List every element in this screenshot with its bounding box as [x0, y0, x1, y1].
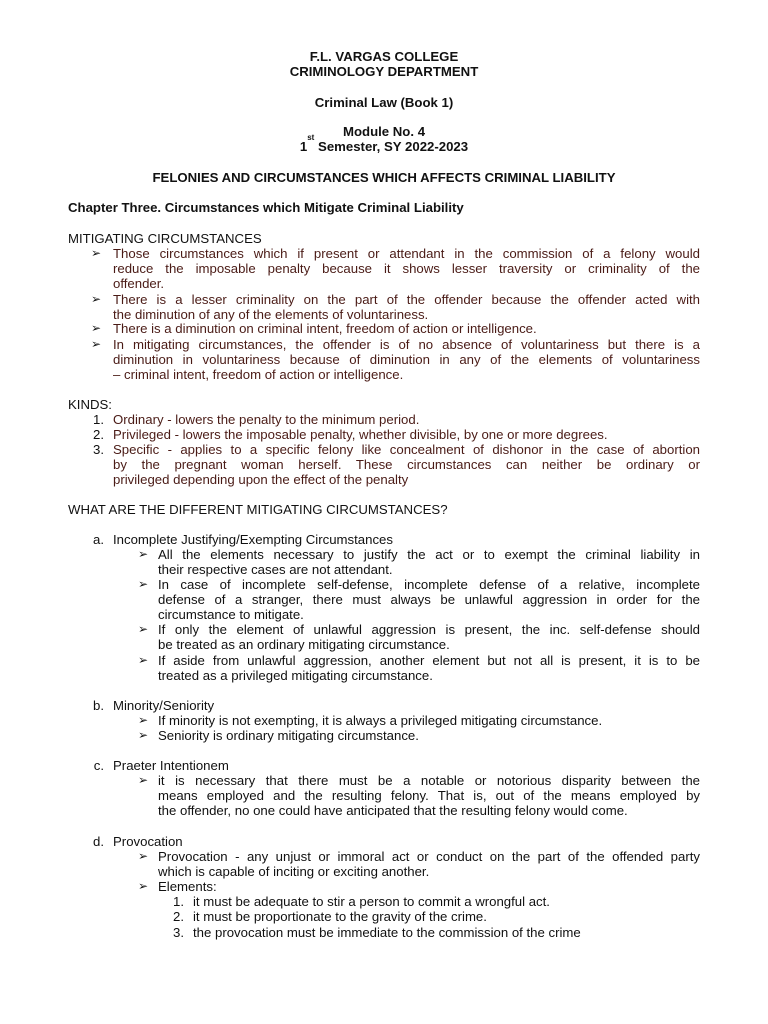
- item-c-bullet-1-line-1: it is necessary that there must be a notable or notorious disparity between the: [158, 773, 700, 788]
- course-title: Criminal Law (Book 1): [314, 95, 454, 110]
- section-heading-mitigating: MITIGATING CIRCUMSTANCES: [68, 231, 262, 246]
- element-3: the provocation must be immediate to the commission of the crime: [193, 925, 581, 940]
- item-b-title: Minority/Seniority: [113, 698, 215, 713]
- bullet-arrow-icon: ➢: [91, 321, 102, 335]
- item-d-title: Provocation: [113, 834, 183, 849]
- item-letter: c.: [93, 758, 104, 773]
- bullet-arrow-icon: ➢: [91, 246, 102, 260]
- item-a-bullet-1-line-2: their respective cases are not attendant.: [158, 562, 393, 577]
- chapter-title: Chapter Three. Circumstances which Mitigate Criminal Liability: [68, 200, 464, 215]
- element-2: it must be proportionate to the gravity of the crime.: [193, 909, 487, 924]
- bullet-arrow-icon: ➢: [138, 849, 149, 863]
- college-name: F.L. VARGAS COLLEGE: [309, 49, 459, 64]
- bullet-arrow-icon: ➢: [138, 773, 149, 787]
- item-letter: a.: [93, 532, 104, 547]
- mitigating-bullet-2-line-2: the diminution of any of the elements of voluntariness.: [113, 307, 429, 322]
- item-letter: b.: [93, 698, 104, 713]
- item-a-bullet-4-line-2: treated as a privileged mitigating circumstance.: [158, 668, 433, 683]
- mitigating-bullet-1-line-1: Those circumstances which if present or attendant in the commission of a felony would: [113, 246, 700, 261]
- mitigating-bullet-1-line-2: reduce the imposable penalty because it shows lesser traversity or criminality of the: [113, 261, 700, 276]
- element-number: 1.: [173, 894, 184, 909]
- element-number: 3.: [173, 925, 184, 940]
- bullet-arrow-icon: ➢: [138, 622, 149, 636]
- bullet-arrow-icon: ➢: [138, 577, 149, 591]
- item-a-bullet-2-line-2: defense of a stranger, there must always be unlawful aggression in order for the: [158, 592, 700, 607]
- item-c-title: Praeter Intentionem: [113, 758, 229, 773]
- item-b-bullet-1: If minority is not exempting, it is always a privileged mitigating circumstance.: [158, 713, 603, 728]
- section-heading-question: WHAT ARE THE DIFFERENT MITIGATING CIRCUMSTANCES?: [68, 502, 448, 517]
- department-name: CRIMINOLOGY DEPARTMENT: [289, 64, 479, 79]
- semester-ordinal: st: [307, 133, 315, 142]
- item-letter: d.: [93, 834, 104, 849]
- module-number: Module No. 4: [342, 124, 426, 139]
- bullet-arrow-icon: ➢: [138, 713, 149, 727]
- item-c-bullet-1-line-2: means employed and the resulting felony. That is, out of the means employed by: [158, 788, 700, 803]
- item-a-bullet-2-line-1: In case of incomplete self-defense, incomplete defense of a relative, incomplete: [158, 577, 700, 592]
- item-a-bullet-3-line-2: be treated as an ordinary mitigating circumstance.: [158, 637, 450, 652]
- mitigating-bullet-4-line-1: In mitigating circumstances, the offender is of no absence of voluntariness but there is a: [113, 337, 700, 352]
- bullet-arrow-icon: ➢: [91, 337, 102, 351]
- bullet-arrow-icon: ➢: [138, 728, 149, 742]
- item-a-bullet-3-line-1: If only the element of unlawful aggression is present, the inc. self-defense should: [158, 622, 700, 637]
- kind-number: 3.: [93, 442, 104, 457]
- semester-number: 1: [299, 139, 308, 154]
- kind-number: 2.: [93, 427, 104, 442]
- bullet-arrow-icon: ➢: [138, 547, 149, 561]
- item-a-bullet-4-line-1: If aside from unlawful aggression, another element but not all is present, it is to be: [158, 653, 700, 668]
- item-b-bullet-2: Seniority is ordinary mitigating circumstance.: [158, 728, 419, 743]
- kind-ordinary: Ordinary - lowers the penalty to the minimum period.: [113, 412, 420, 427]
- mitigating-bullet-1-line-3: offender.: [113, 276, 165, 291]
- kind-specific-line-2: by the pregnant woman herself. These circumstances can neither be ordinary or: [113, 457, 700, 472]
- item-a-bullet-2-line-3: circumstance to mitigate.: [158, 607, 304, 622]
- element-1: it must be adequate to stir a person to commit a wrongful act.: [193, 894, 550, 909]
- bullet-arrow-icon: ➢: [91, 292, 102, 306]
- kind-specific-line-3: privileged depending upon the effect of the penalty: [113, 472, 409, 487]
- topic-title: FELONIES AND CIRCUMSTANCES WHICH AFFECTS CRIMINAL LIABILITY: [152, 170, 616, 185]
- element-number: 2.: [173, 909, 184, 924]
- semester-text: Semester, SY 2022-2023: [314, 139, 469, 154]
- bullet-arrow-icon: ➢: [138, 653, 149, 667]
- item-a-bullet-1-line-1: All the elements necessary to justify the act or to exempt the criminal liability in: [158, 547, 700, 562]
- item-a-title: Incomplete Justifying/Exempting Circumstances: [113, 532, 393, 547]
- kind-number: 1.: [93, 412, 104, 427]
- item-d-bullet-2: Elements:: [158, 879, 217, 894]
- kind-specific-line-1: Specific - applies to a specific felony like concealment of dishonor in the case of abortion: [113, 442, 700, 457]
- kind-privileged: Privileged - lowers the imposable penalty, whether divisible, by one or more degrees.: [113, 427, 608, 442]
- item-d-bullet-1-line-1: Provocation - any unjust or immoral act or conduct on the part of the offended party: [158, 849, 700, 864]
- mitigating-bullet-4-line-3: – criminal intent, freedom of action or intelligence.: [113, 367, 404, 382]
- bullet-arrow-icon: ➢: [138, 879, 149, 893]
- item-d-bullet-1-line-2: which is capable of inciting or exciting another.: [158, 864, 430, 879]
- mitigating-bullet-2-line-1: There is a lesser criminality on the part of the offender because the offender acted with: [113, 292, 700, 307]
- semester-line: [0, 133, 768, 155]
- section-heading-kinds: KINDS:: [68, 397, 112, 412]
- item-c-bullet-1-line-3: the offender, no one could have anticipated that the resulting felony would come.: [158, 803, 628, 818]
- mitigating-bullet-4-line-2: diminution in voluntariness because of diminution in any of the elements of voluntariness: [113, 352, 700, 367]
- mitigating-bullet-3: There is a diminution on criminal intent, freedom of action or intelligence.: [113, 321, 537, 336]
